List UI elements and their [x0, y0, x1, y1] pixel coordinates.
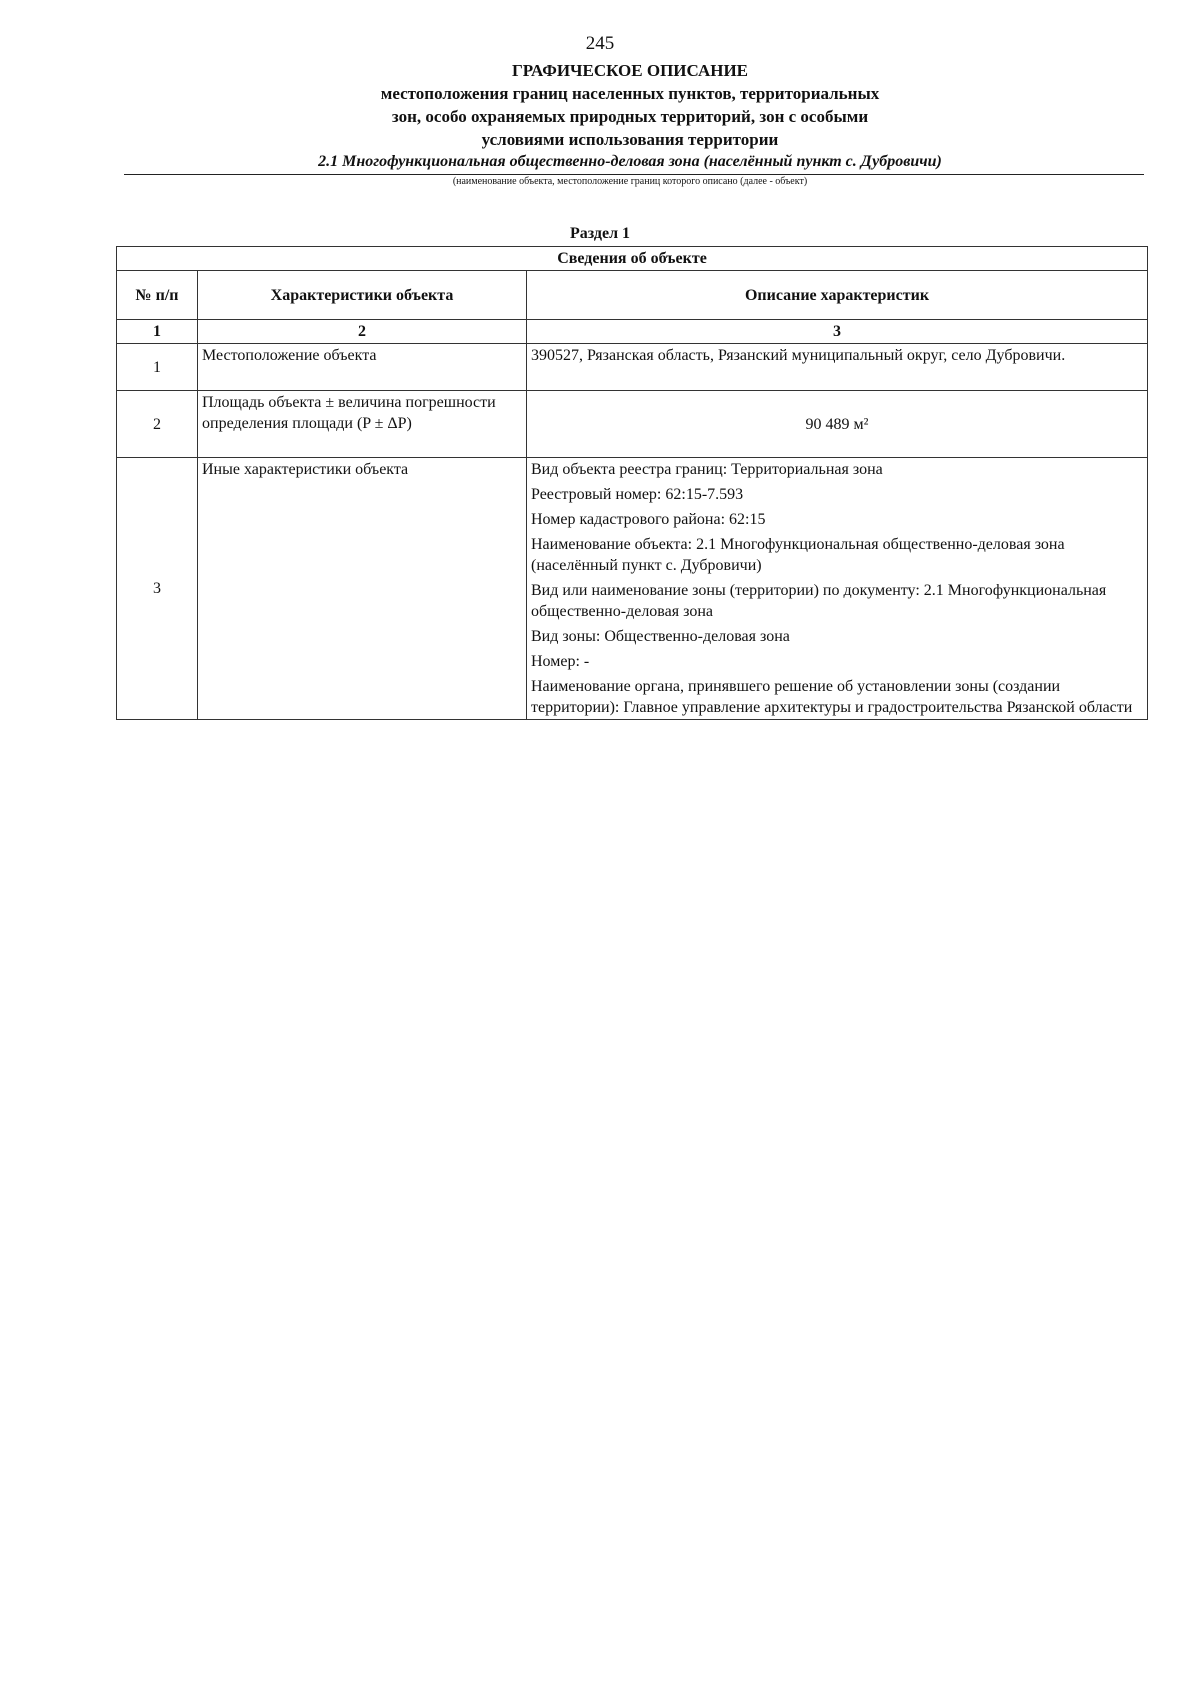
description-line: Наименование объекта: 2.1 Многофункциональная общественно-деловая зона (населённый пункт с. Дубровичи): [531, 536, 1065, 574]
document-subtitle-line-2: зон, особо охраняемых природных территорий, зон с особыми: [391, 107, 869, 126]
section-label: Раздел 1: [569, 225, 631, 242]
table-row: [117, 458, 1148, 720]
document-title: ГРАФИЧЕСКОЕ ОПИСАНИЕ: [511, 61, 749, 80]
table-row: [117, 344, 1148, 391]
object-name: 2.1 Многофункциональная общественно-деловая зона (населённый пункт с. Дубровичи): [318, 153, 942, 170]
description-line: Реестровый номер: 62:15-7.593: [531, 486, 744, 503]
header-description: Описание характеристик: [527, 271, 1148, 320]
description-line: Наименование органа, принявшего решение об установлении зоны (создании территории): Главное управление архитектуры и градостроительства Рязанской области: [531, 678, 1133, 716]
table-caption: Сведения об объекте: [117, 247, 1148, 271]
title-block: [116, 60, 1144, 188]
document-subtitle-line-3: условиями использования территории: [481, 130, 779, 149]
description-line: Вид объекта реестра границ: Территориальная зона: [531, 461, 883, 478]
row-characteristic: Иные характеристики объекта: [198, 458, 527, 720]
header-col-number-3: 3: [527, 320, 1148, 344]
table-caption-row: [117, 247, 1148, 271]
row-number: 2: [117, 391, 198, 458]
document-subtitle-line-1: местоположения границ населенных пунктов, территориальных: [380, 84, 880, 103]
object-info-table: [116, 246, 1148, 720]
row-number: 3: [117, 458, 198, 720]
row-number: 1: [117, 344, 198, 391]
description-line: Номер кадастрового района: 62:15: [531, 511, 766, 528]
row-description: 90 489 м²: [527, 391, 1148, 458]
table-header-numbers-row: [117, 320, 1148, 344]
row-description: 390527, Рязанская область, Рязанский муниципальный округ, село Дубровичи.: [527, 344, 1148, 391]
description-line: Вид или наименование зоны (территории) по документу: 2.1 Многофункциональная общественно-деловая зона: [531, 582, 1107, 620]
description-line: Номер: -: [531, 653, 590, 670]
row-characteristic: Местоположение объекта: [198, 344, 527, 391]
header-number: № п/п: [117, 271, 198, 320]
table-header-row: [117, 271, 1148, 320]
header-col-number-2: 2: [198, 320, 527, 344]
table-row: [117, 391, 1148, 458]
header-characteristic: Характеристики объекта: [198, 271, 527, 320]
row-description: [527, 458, 1148, 720]
description-line: Вид зоны: Общественно-деловая зона: [531, 628, 790, 645]
page-number: 245: [585, 33, 615, 54]
header-col-number-1: 1: [117, 320, 198, 344]
object-caption: (наименование объекта, местоположение границ которого описано (далее - объект): [452, 176, 808, 187]
row-characteristic: Площадь объекта ± величина погрешности определения площади (P ± ΔP): [198, 391, 527, 458]
